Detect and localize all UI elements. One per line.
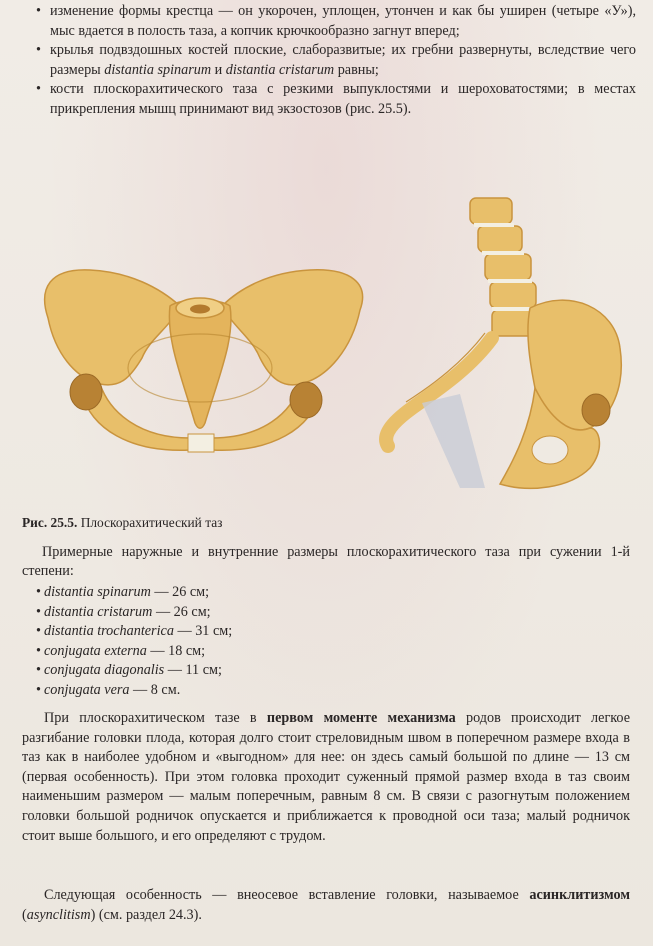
sacrum (169, 300, 231, 428)
term-distantia-cristarum: distantia cristarum (225, 61, 335, 78)
bullet-text: изменение формы крестца — он укорочен, уплощен, утончен и как бы уширен (четыре «У»), мыс вдается в полость таза, а копчик крючкообразно загнут вперед; (50, 3, 636, 39)
dimensions-list (36, 583, 232, 700)
dimension-item (36, 583, 232, 603)
lumbar-vertebra-2 (478, 226, 522, 252)
bullet-text: кости плоскорахитического таза с резкими выпуклостями и шероховатостями; в местах прикрепления мышц принимают вид экзостозов (рис. 25.5). (50, 81, 636, 117)
pelvis-figure (30, 188, 630, 508)
obturator-foramen (532, 436, 568, 464)
sacrospinous-ligament (422, 394, 485, 488)
right-iliac-wing (222, 270, 363, 385)
dimension-name: conjugata externa (44, 642, 147, 659)
lumbar-vertebra-4 (490, 282, 536, 308)
term-first-moment: первом моменте механизма (266, 710, 456, 726)
bullet-text: крылья подвздошных костей плоские, слаборазвитые; их гребни развернуты, вследствие чего размеры (50, 42, 636, 78)
term-distantia-spinarum: distantia spinarum (104, 61, 212, 78)
dimension-value: — 26 см; (154, 584, 210, 600)
dimensions-intro: Примерные наружные и внутренние размеры плоскорахитического таза при сужении 1-й степени: (22, 544, 630, 579)
dimension-name: distantia trochanterica (44, 623, 174, 639)
dimension-item (36, 681, 232, 701)
paragraph-text: ( (22, 906, 27, 923)
paragraph-text: Следующая особенность — внеосевое вставление головки, называемое (44, 887, 530, 903)
dimension-item (36, 661, 232, 681)
pelvis-front-view (45, 270, 363, 452)
paragraph-text: ) (см. раздел 24.3). (90, 906, 202, 923)
dimension-value: — 11 см; (167, 662, 222, 678)
dimension-item (36, 622, 232, 642)
paragraph-text: родов происходит легкое разгибание головки плода, которая долго стоит стреловидным швом в поперечном размере входа в таз как в наиболее удобном и «выгодном» для нее: он здесь самый большой по длине — 13 см (первая особенность). При этом головка проходит суженный прямой размер входа в таз своим наименьшим размером — малым поперечным, равным 8 см. В связи с разогнутым положением головки большой родничок опускается и приближается к проводной оси таза; малый родничок стоит выше большого, и его определяют с трудом. (22, 710, 630, 844)
bullet-bone-exostoses (36, 80, 636, 119)
bullet-iliac-wings (36, 41, 636, 80)
term-asynclitism-latin: asynclitism (26, 906, 91, 923)
dimension-item (36, 603, 232, 623)
paragraph-asynclitism (22, 886, 630, 925)
pubic-symphysis (188, 434, 214, 452)
bullet-text: равны; (334, 61, 379, 78)
dimension-value: — 18 см; (150, 642, 206, 659)
intervertebral-disc (482, 251, 524, 255)
left-acetabulum (70, 374, 102, 410)
dimension-value: — 8 см. (133, 681, 181, 698)
right-acetabulum (290, 382, 322, 418)
figure-caption (22, 514, 222, 531)
caption-label: Рис. 25.5. (22, 515, 78, 530)
bullet-text: и (211, 61, 226, 78)
dimension-value: — 26 см; (155, 603, 211, 620)
dimension-name: distantia cristarum (44, 603, 153, 620)
dimension-item (36, 642, 232, 662)
caption-text: Плоскорахитический таз (80, 515, 223, 530)
left-iliac-wing (45, 270, 180, 385)
term-asynclitism: асинклитизмом (529, 887, 630, 903)
dimension-name: conjugata diagonalis (44, 662, 165, 678)
lumbar-vertebra-3 (485, 254, 531, 280)
pelvis-side-view (386, 198, 621, 488)
side-acetabulum (582, 394, 610, 426)
sacrum-features-list (36, 2, 636, 119)
dimension-name: conjugata vera (44, 681, 130, 698)
vertebral-canal (190, 305, 210, 314)
intervertebral-disc (488, 279, 532, 283)
paragraph-mechanism (22, 709, 630, 846)
bullet-sacrum-shape (36, 2, 636, 41)
lumbar-vertebra-1 (470, 198, 512, 224)
paragraph-text: При плоскорахитическом тазе в (44, 710, 267, 726)
intervertebral-disc (474, 223, 514, 227)
dimension-value: — 31 см; (177, 623, 233, 639)
dimension-name: distantia spinarum (44, 584, 151, 600)
